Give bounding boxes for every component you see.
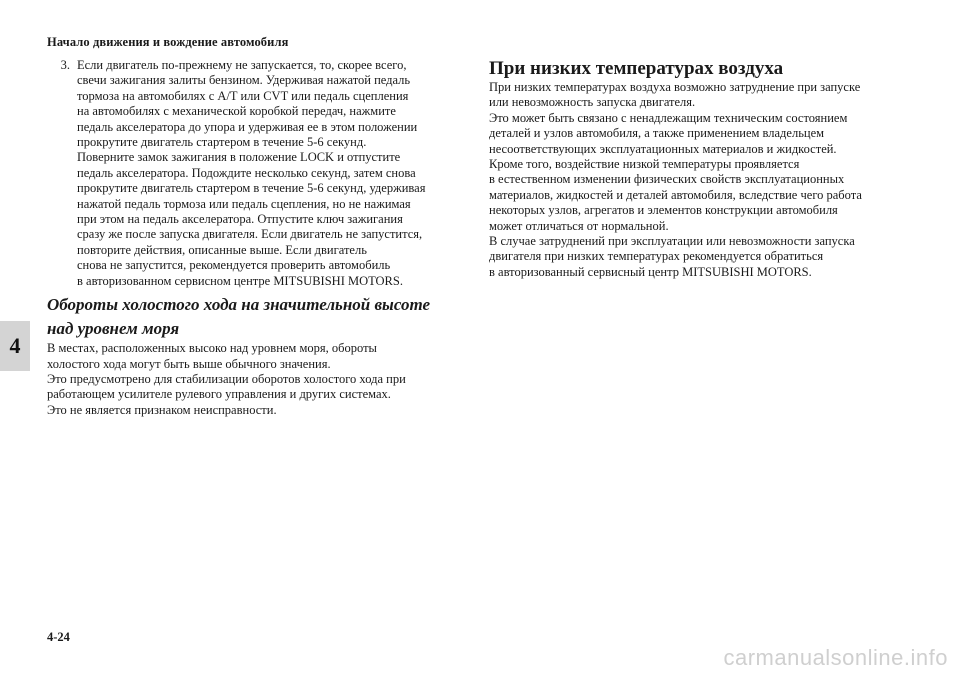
step-line: нажатой педаль тормоза или педаль сцепления, но не нажимая xyxy=(77,196,411,211)
body-line: Это может быть связано с ненадлежащим техническим состоянием xyxy=(489,110,848,125)
step-line: сразу же после запуска двигателя. Если двигатель не запустится, xyxy=(77,227,423,242)
body-line: некоторых узлов, агрегатов и элементов конструкции автомобиля xyxy=(489,203,838,218)
body-line: В случае затруднений при эксплуатации или невозможности запуска xyxy=(489,234,855,249)
step-line: в авторизованном сервисном центре MITSUBISHI MOTORS. xyxy=(77,273,403,288)
step-line: свечи зажигания залиты бензином. Удерживая нажатой педаль xyxy=(77,73,411,88)
body-line: Кроме того, воздействие низкой температуры проявляется xyxy=(489,157,800,172)
step-line: снова не запустится, рекомендуется проверить автомобиль xyxy=(77,258,391,273)
body-line: деталей и узлов автомобиля, а также применением владельцем xyxy=(489,126,825,141)
body-line: в авторизованный сервисный центр MITSUBISHI MOTORS. xyxy=(489,264,812,279)
running-header: Начало движения и вождение автомобиля xyxy=(47,35,289,49)
step-text xyxy=(77,58,467,289)
step-line: при этом на педаль акселератора. Отпустите ключ зажигания xyxy=(77,212,403,227)
section-title-line: Обороты холостого хода на значительной высоте xyxy=(47,295,431,315)
step-line: повторите действия, описанные выше. Если двигатель xyxy=(77,242,367,257)
step-number: 3. xyxy=(60,58,70,72)
section-title-low-temperature: При низких температурах воздуха xyxy=(489,58,784,79)
page-number: 4-24 xyxy=(47,630,70,644)
chapter-number: 4 xyxy=(9,333,21,358)
chapter-tab xyxy=(0,321,30,371)
body-line: может отличаться от нормальной. xyxy=(489,218,669,233)
step-line: на автомобилях с механической коробкой передач, нажмите xyxy=(77,104,396,119)
right-column xyxy=(489,58,909,280)
section-body-low-temperature xyxy=(489,80,909,280)
step-line: прокрутите двигатель стартером в течение 5-6 секунд. xyxy=(77,135,367,150)
body-line: В местах, расположенных высоко над уровнем моря, обороты xyxy=(47,341,377,356)
section-title-line: над уровнем моря xyxy=(47,319,180,339)
left-column xyxy=(47,58,467,418)
body-line: материалов, жидкостей и деталей автомобиля, вследствие чего работа xyxy=(489,187,862,202)
step-line: педаль акселератора. Подождите несколько секунд, затем снова xyxy=(77,165,416,180)
body-line: или невозможность запуска двигателя. xyxy=(489,95,696,110)
section-body-idle-speed xyxy=(47,341,467,418)
body-line: двигателя при низких температурах рекомендуется обратиться xyxy=(489,249,824,264)
body-line: в естественном изменении физических свойств эксплуатационных xyxy=(489,172,845,187)
step-line: Если двигатель по-прежнему не запускается, то, скорее всего, xyxy=(77,58,407,72)
body-line: Это предусмотрено для стабилизации оборотов холостого хода при xyxy=(47,371,406,386)
body-line: несоответствующих эксплуатационных материалов и жидкостей. xyxy=(489,141,837,156)
step-3 xyxy=(47,58,467,289)
step-line: педаль акселератора до упора и удерживая ее в этом положении xyxy=(77,119,418,134)
step-line: тормоза на автомобилях с A/T или CVT или педаль сцепления xyxy=(77,88,409,103)
step-line: прокрутите двигатель стартером в течение 5-6 секунд, удерживая xyxy=(77,181,426,196)
step-line: Поверните замок зажигания в положение LOCK и отпустите xyxy=(77,150,401,165)
watermark: carmanualsonline.info xyxy=(723,645,948,670)
section-title-idle-speed xyxy=(47,293,467,341)
body-line: работающем усилителе рулевого управления и других системах. xyxy=(47,387,391,402)
body-line: холостого хода могут быть выше обычного значения. xyxy=(47,356,331,371)
body-line: При низких температурах воздуха возможно затруднение при запуске xyxy=(489,80,861,94)
body-line: Это не является признаком неисправности. xyxy=(47,402,277,417)
